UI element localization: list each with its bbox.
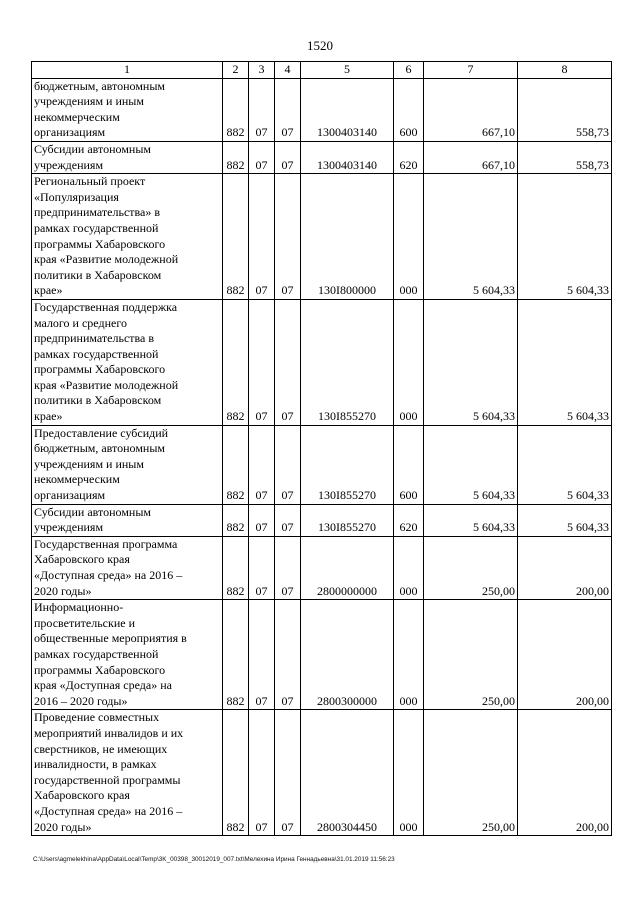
row-name-line: Проведение совместных — [34, 710, 160, 725]
table-row — [32, 299, 612, 425]
row-name-line: программы Хабаровского — [34, 662, 166, 677]
code-subsection: 07 — [275, 600, 301, 710]
header-cell: 4 — [275, 62, 301, 79]
header-cell: 8 — [518, 62, 612, 79]
table-row — [32, 78, 612, 141]
budget-table — [31, 61, 612, 836]
row-name-cell — [32, 504, 223, 536]
code-admin: 882 — [223, 78, 249, 141]
table-row — [32, 504, 612, 536]
row-name-line: рамках государственной — [34, 346, 159, 361]
row-name-line: политики в Хабаровском — [34, 267, 162, 282]
row-name-line: рамках государственной — [34, 646, 159, 661]
file-path-footer: C:\Users\agmelekhina\AppData\Local\Temp\3K_00398_30012019_007.txt\Мелехина Ирина Геннадьевна\31.01.2019 11:56:23 — [33, 856, 395, 863]
row-name-line: Предоставление субсидий — [34, 425, 169, 440]
code-target-article: 130I855270 — [301, 299, 394, 425]
row-name-line: «Доступная среда» на 2016 – — [34, 803, 183, 818]
header-cell: 5 — [301, 62, 394, 79]
code-target-article: 130I855270 — [301, 504, 394, 536]
table-row — [32, 600, 612, 710]
code-subsection: 07 — [275, 425, 301, 504]
code-subsection: 07 — [275, 536, 301, 599]
code-target-article: 1300403140 — [301, 141, 394, 173]
code-expense-type: 000 — [394, 710, 424, 836]
code-section: 07 — [249, 504, 275, 536]
code-section: 07 — [249, 710, 275, 836]
row-name-cell — [32, 425, 223, 504]
header-cell: 6 — [394, 62, 424, 79]
amount-executed: 200,00 — [518, 710, 612, 836]
amount-planned: 250,00 — [424, 710, 518, 836]
amount-executed: 5 604,33 — [518, 504, 612, 536]
code-section: 07 — [249, 141, 275, 173]
code-target-article: 130I855270 — [301, 425, 394, 504]
table-row — [32, 536, 612, 599]
row-name-line: 2020 годы» — [34, 819, 92, 834]
code-target-article: 2800300000 — [301, 600, 394, 710]
row-name-line: Государственная поддержка — [34, 299, 178, 314]
row-name-line: общественные мероприятия в — [34, 631, 187, 646]
row-name-line: некоммерческим — [34, 109, 120, 124]
code-expense-type: 000 — [394, 536, 424, 599]
code-expense-type: 600 — [394, 425, 424, 504]
code-admin: 882 — [223, 600, 249, 710]
row-name-line: Информационно- — [34, 600, 124, 615]
table-row — [32, 710, 612, 836]
row-name-line: просветительские и — [34, 615, 135, 630]
row-name-line: предпринимательства в — [34, 331, 155, 346]
row-name-line: Хабаровского края — [34, 788, 130, 803]
row-name-line: края «Развитие молодежной — [34, 377, 179, 392]
row-name-line: «Популяризация — [34, 189, 119, 204]
row-name-line: программы Хабаровского — [34, 236, 166, 251]
row-name-line: государственной программы — [34, 772, 181, 787]
row-name-line: учреждениям и иным — [34, 456, 144, 471]
row-name-line: Субсидии автономным — [34, 141, 151, 156]
code-expense-type: 620 — [394, 504, 424, 536]
code-section: 07 — [249, 425, 275, 504]
row-name-line: организациям — [34, 488, 106, 503]
amount-planned: 667,10 — [424, 78, 518, 141]
code-target-article: 2800304450 — [301, 710, 394, 836]
row-name-line: края «Доступная среда» на — [34, 678, 172, 693]
table-row — [32, 425, 612, 504]
row-name-line: учреждениям и иным — [34, 94, 144, 109]
row-name-line: сверстников, не имеющих — [34, 741, 168, 756]
header-cell: 2 — [223, 62, 249, 79]
row-name-line: края «Развитие молодежной — [34, 252, 179, 267]
amount-executed: 558,73 — [518, 141, 612, 173]
row-name-cell — [32, 600, 223, 710]
code-admin: 882 — [223, 425, 249, 504]
row-name-cell — [32, 78, 223, 141]
row-name-line: бюджетным, автономным — [34, 78, 165, 93]
row-name-line: 2020 годы» — [34, 583, 92, 598]
row-name-line: учреждениям — [34, 520, 104, 535]
amount-executed: 5 604,33 — [518, 299, 612, 425]
code-expense-type: 000 — [394, 299, 424, 425]
row-name-line: Хабаровского края — [34, 552, 130, 567]
code-expense-type: 000 — [394, 600, 424, 710]
code-admin: 882 — [223, 710, 249, 836]
amount-planned: 5 604,33 — [424, 425, 518, 504]
code-target-article: 130I800000 — [301, 174, 394, 300]
row-name-line: организациям — [34, 125, 106, 140]
table-row — [32, 141, 612, 173]
row-name-line: программы Хабаровского — [34, 362, 166, 377]
amount-planned: 5 604,33 — [424, 504, 518, 536]
header-row — [32, 62, 612, 79]
code-expense-type: 620 — [394, 141, 424, 173]
code-admin: 882 — [223, 536, 249, 599]
code-section: 07 — [249, 600, 275, 710]
row-name-cell — [32, 174, 223, 300]
row-name-line: Субсидии автономным — [34, 504, 151, 519]
row-name-line: крае» — [34, 283, 63, 298]
row-name-line: малого и среднего — [34, 315, 127, 330]
code-target-article: 2800000000 — [301, 536, 394, 599]
amount-planned: 250,00 — [424, 600, 518, 710]
row-name-line: учреждениям — [34, 157, 104, 172]
code-subsection: 07 — [275, 141, 301, 173]
row-name-cell — [32, 710, 223, 836]
row-name-line: бюджетным, автономным — [34, 441, 165, 456]
row-name-cell — [32, 536, 223, 599]
amount-executed: 5 604,33 — [518, 174, 612, 300]
amount-executed: 200,00 — [518, 536, 612, 599]
row-name-line: предпринимательства» в — [34, 205, 161, 220]
row-name-line: рамках государственной — [34, 220, 159, 235]
header-cell: 1 — [32, 62, 223, 79]
code-subsection: 07 — [275, 174, 301, 300]
amount-planned: 667,10 — [424, 141, 518, 173]
row-name-line: Государственная программа — [34, 536, 178, 551]
code-expense-type: 600 — [394, 78, 424, 141]
row-name-line: Региональный проект — [34, 174, 146, 189]
code-section: 07 — [249, 78, 275, 141]
code-admin: 882 — [223, 141, 249, 173]
amount-executed: 558,73 — [518, 78, 612, 141]
code-section: 07 — [249, 536, 275, 599]
row-name-line: «Доступная среда» на 2016 – — [34, 568, 183, 582]
row-name-line: 2016 – 2020 годы» — [34, 693, 128, 708]
header-cell: 3 — [249, 62, 275, 79]
amount-planned: 5 604,33 — [424, 299, 518, 425]
row-name-line: некоммерческим — [34, 472, 120, 487]
code-section: 07 — [249, 299, 275, 425]
table-body — [32, 78, 612, 836]
header-cell: 7 — [424, 62, 518, 79]
amount-executed: 200,00 — [518, 600, 612, 710]
code-subsection: 07 — [275, 299, 301, 425]
code-section: 07 — [249, 174, 275, 300]
row-name-line: мероприятий инвалидов и их — [34, 725, 184, 740]
code-admin: 882 — [223, 504, 249, 536]
code-admin: 882 — [223, 299, 249, 425]
code-subsection: 07 — [275, 78, 301, 141]
code-expense-type: 000 — [394, 174, 424, 300]
amount-executed: 5 604,33 — [518, 425, 612, 504]
row-name-cell — [32, 299, 223, 425]
code-subsection: 07 — [275, 504, 301, 536]
code-target-article: 1300403140 — [301, 78, 394, 141]
amount-planned: 5 604,33 — [424, 174, 518, 300]
amount-planned: 250,00 — [424, 536, 518, 599]
row-name-line: инвалидности, в рамках — [34, 757, 157, 772]
code-subsection: 07 — [275, 710, 301, 836]
table-row — [32, 174, 612, 300]
page-number: 1520 — [307, 38, 333, 53]
code-admin: 882 — [223, 174, 249, 300]
row-name-cell — [32, 141, 223, 173]
row-name-line: крае» — [34, 409, 63, 424]
row-name-line: политики в Хабаровском — [34, 393, 162, 408]
